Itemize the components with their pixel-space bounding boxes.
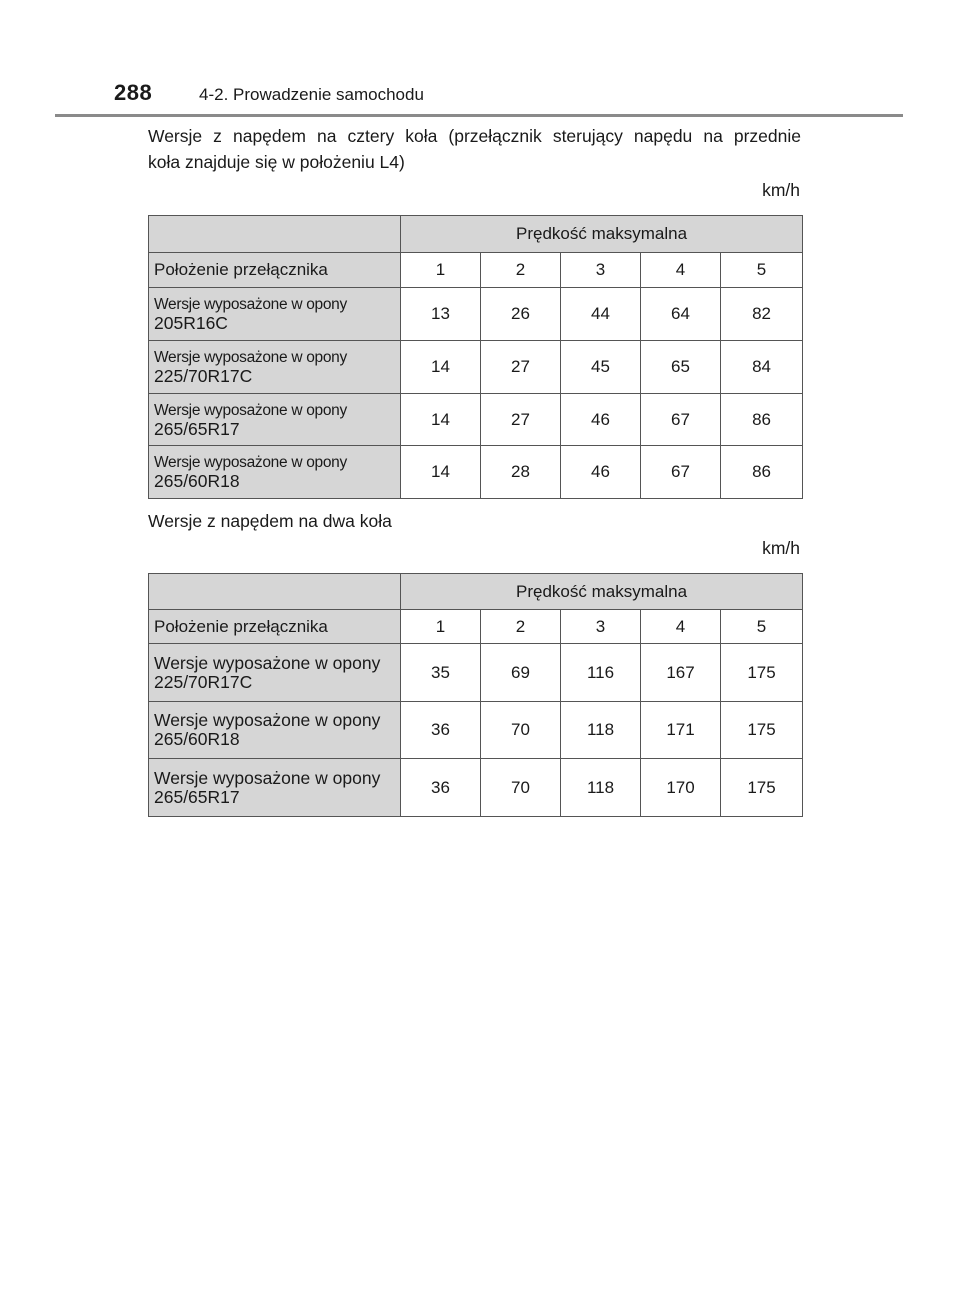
switch-position-row [149, 253, 803, 288]
tire-label-cell [149, 446, 401, 499]
header-rule [55, 114, 903, 117]
table-row [149, 288, 803, 341]
speed-value: 170 [641, 759, 721, 817]
tire-label-cell [149, 644, 401, 702]
tire-label-text: Wersje wyposażone w opony [154, 710, 381, 730]
speed-value: 45 [561, 341, 641, 394]
tire-label-cell [149, 759, 401, 817]
speed-value: 13 [401, 288, 481, 341]
speed-value: 175 [721, 702, 803, 759]
position-cell: 5 [721, 610, 803, 644]
tire-label-text: Wersje wyposażone w opony [154, 767, 381, 788]
speed-value: 44 [561, 288, 641, 341]
position-cell: 3 [561, 253, 641, 288]
twd-speed-table [148, 573, 803, 817]
position-cell: 1 [401, 610, 481, 644]
tire-label-cell [149, 341, 401, 394]
speed-value: 28 [481, 446, 561, 499]
position-cell: 2 [481, 253, 561, 288]
speed-value: 171 [641, 702, 721, 759]
tire-label-text: Wersje wyposażone w opony [154, 401, 347, 419]
speed-value: 118 [561, 759, 641, 817]
awd-intro-line1: Wersje z napędem na cztery koła (przełącznik sterujący napędu na przednie [148, 126, 801, 146]
speed-value: 70 [481, 759, 561, 817]
speed-value: 35 [401, 644, 481, 702]
speed-value: 27 [481, 394, 561, 446]
tire-size: 205R16C [154, 313, 228, 333]
speed-value: 64 [641, 288, 721, 341]
position-cell: 2 [481, 610, 561, 644]
table-row [149, 759, 803, 817]
speed-value: 167 [641, 644, 721, 702]
speed-value: 65 [641, 341, 721, 394]
table-row [149, 341, 803, 394]
section-title: 4-2. Prowadzenie samochodu [199, 85, 424, 104]
tire-label-cell [149, 702, 401, 759]
tire-size: 265/65R17 [154, 418, 240, 439]
page-header [0, 0, 960, 120]
speed-value: 46 [561, 394, 641, 446]
awd-unit-label: km/h [762, 180, 800, 200]
speed-value: 46 [561, 446, 641, 499]
tire-label-text: Wersje wyposażone w opony [154, 296, 347, 313]
tire-size: 265/60R18 [154, 729, 240, 749]
speed-value: 86 [721, 394, 803, 446]
position-cell: 1 [401, 253, 481, 288]
position-cell: 3 [561, 610, 641, 644]
max-speed-header: Prędkość maksymalna [401, 574, 803, 610]
position-cell: 4 [641, 253, 721, 288]
position-cell: 5 [721, 253, 803, 288]
speed-value: 36 [401, 702, 481, 759]
speed-value: 118 [561, 702, 641, 759]
page-number: 288 [114, 80, 153, 105]
speed-value: 116 [561, 644, 641, 702]
tire-size: 225/70R17C [154, 366, 253, 386]
speed-value: 27 [481, 341, 561, 394]
blank-corner-cell [149, 574, 401, 610]
awd-speed-table [148, 215, 803, 499]
speed-value: 84 [721, 341, 803, 394]
blank-corner-cell [149, 216, 401, 253]
tire-label-text: Wersje wyposażone w opony [154, 454, 347, 471]
speed-value: 69 [481, 644, 561, 702]
tire-label-text: Wersje wyposażone w opony [154, 652, 381, 673]
speed-value: 36 [401, 759, 481, 817]
speed-value: 82 [721, 288, 803, 341]
tire-label-text: Wersje wyposażone w opony [154, 349, 347, 366]
switch-position-label: Położenie przełącznika [149, 610, 401, 644]
speed-value: 175 [721, 759, 803, 817]
awd-intro-line2: koła znajduje się w położeniu L4) [148, 152, 405, 172]
table-header-row [149, 574, 803, 610]
twd-unit-label: km/h [762, 538, 800, 558]
switch-position-label: Położenie przełącznika [149, 253, 401, 288]
table-row [149, 644, 803, 702]
table-row [149, 702, 803, 759]
max-speed-header: Prędkość maksymalna [401, 216, 803, 253]
speed-value: 86 [721, 446, 803, 499]
table-row [149, 394, 803, 446]
table-header-row [149, 216, 803, 253]
switch-position-row [149, 610, 803, 644]
table-row [149, 446, 803, 499]
speed-value: 14 [401, 446, 481, 499]
speed-value: 14 [401, 394, 481, 446]
twd-intro: Wersje z napędem na dwa koła [148, 511, 392, 531]
speed-value: 67 [641, 394, 721, 446]
speed-value: 67 [641, 446, 721, 499]
speed-value: 175 [721, 644, 803, 702]
speed-value: 14 [401, 341, 481, 394]
speed-value: 26 [481, 288, 561, 341]
tire-label-cell [149, 394, 401, 446]
tire-label-cell [149, 288, 401, 341]
speed-value: 70 [481, 702, 561, 759]
position-cell: 4 [641, 610, 721, 644]
tire-size: 265/65R17 [154, 786, 240, 807]
tire-size: 225/70R17C [154, 671, 253, 692]
tire-size: 265/60R18 [154, 471, 240, 491]
